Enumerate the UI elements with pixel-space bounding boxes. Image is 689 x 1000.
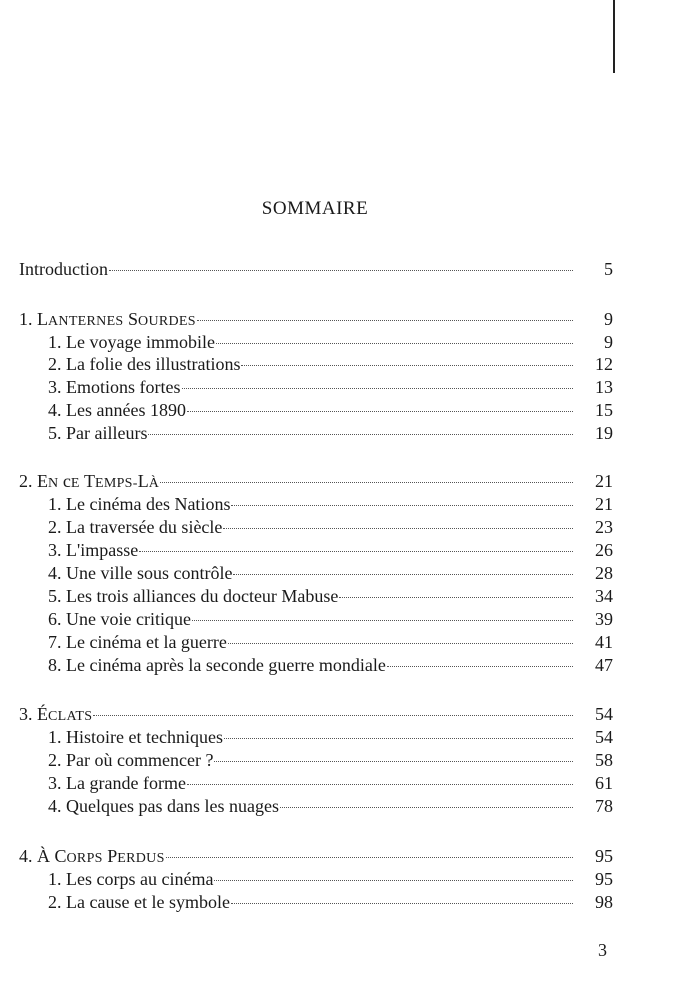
toc-page-number: 21: [595, 471, 613, 491]
toc-page-number: 41: [595, 632, 613, 652]
toc-entry-number: 1.: [48, 869, 66, 889]
dot-leader: [192, 620, 573, 621]
toc-chapter-entry: [19, 258, 613, 280]
toc-page-number: 5: [604, 259, 613, 279]
toc-entry-label: L'impasse: [66, 540, 139, 560]
toc-entry-title: [48, 631, 227, 653]
toc-page-number: 23: [595, 517, 613, 537]
toc-entry-title: [48, 493, 230, 515]
toc-entry-label: Le cinéma des Nations: [66, 494, 231, 514]
toc-entry-label: Les années 1890: [66, 400, 186, 420]
toc-entry-number: 2.: [48, 892, 66, 912]
toc-section-entry: [48, 654, 613, 676]
toc-section-entry: [48, 631, 613, 653]
dot-leader: [166, 857, 573, 858]
toc-entry-number: 3.: [48, 377, 66, 397]
toc-entry-number: 4.: [19, 846, 37, 866]
toc-entry-title: [48, 516, 222, 538]
toc-section-entry: [48, 539, 613, 561]
toc-entry-number: 2.: [48, 517, 66, 537]
toc-entry-title: [19, 703, 92, 728]
toc-entry-number: 4.: [48, 400, 66, 420]
dot-leader: [182, 388, 574, 389]
toc-section-entry: [48, 868, 613, 890]
toc-entry-label: Par ailleurs: [66, 423, 148, 443]
toc-page-number: 21: [595, 494, 613, 514]
dot-leader: [216, 343, 573, 344]
toc-page-number: 95: [595, 846, 613, 866]
toc-entry-title: [48, 891, 230, 913]
toc-section-entry: [48, 493, 613, 515]
dot-leader: [214, 761, 573, 762]
toc-entry-label: Quelques pas dans les nuages: [66, 796, 279, 816]
toc-page-number: 78: [595, 796, 613, 816]
toc-page-number: 54: [595, 727, 613, 747]
toc-section-entry: [48, 562, 613, 584]
dot-leader: [241, 365, 573, 366]
toc-chapter-entry: [19, 845, 613, 870]
toc-entry-title: [48, 726, 223, 748]
toc-entry-title: [48, 795, 279, 817]
toc-entry-title: [19, 470, 159, 495]
dot-leader: [148, 434, 573, 435]
dot-leader: [223, 528, 573, 529]
toc-entry-number: 2.: [48, 750, 66, 770]
toc-section-entry: [48, 891, 613, 913]
toc-entry-label: À CORPS PERDUS: [37, 846, 165, 866]
page-title: SOMMAIRE: [261, 198, 369, 219]
toc-chapter-entry: [19, 470, 613, 495]
toc-entry-label: Le cinéma et la guerre: [66, 632, 227, 652]
toc-entry-title: [19, 308, 196, 333]
toc-entry-title: [48, 399, 186, 421]
toc-entry-label: Par où commencer ?: [66, 750, 214, 770]
toc-entry-title: [48, 749, 213, 771]
toc-section-entry: [48, 331, 613, 353]
toc-section-entry: [48, 516, 613, 538]
page-number: 3: [598, 940, 607, 960]
toc-entry-number: 1.: [48, 727, 66, 747]
toc-chapter-entry: [19, 703, 613, 728]
toc-entry-title: [48, 353, 240, 375]
dot-leader: [93, 715, 573, 716]
dot-leader: [109, 270, 573, 271]
toc-section-entry: [48, 772, 613, 794]
dot-leader: [197, 320, 573, 321]
toc-entry-label: Emotions fortes: [66, 377, 181, 397]
toc-entry-label: ÉCLATS: [37, 704, 93, 724]
toc-entry-number: 1.: [48, 332, 66, 352]
toc-entry-number: 3.: [48, 773, 66, 793]
dot-leader: [214, 880, 573, 881]
toc-entry-number: 5.: [48, 586, 66, 606]
toc-entry-title: [48, 422, 147, 444]
toc-section-entry: [48, 608, 613, 630]
toc-entry-number: 2.: [19, 471, 37, 491]
dot-leader: [387, 666, 573, 667]
toc-entry-number: 8.: [48, 655, 66, 675]
toc-page-number: 28: [595, 563, 613, 583]
toc-entry-number: 4.: [48, 796, 66, 816]
toc-entry-title: [48, 539, 138, 561]
toc-entry-label: Une ville sous contrôle: [66, 563, 233, 583]
toc-entry-number: 7.: [48, 632, 66, 652]
toc-entry-label: Le voyage immobile: [66, 332, 215, 352]
toc-chapter-entry: [19, 308, 613, 333]
toc-page-number: 12: [595, 354, 613, 374]
toc-entry-label: Les trois alliances du docteur Mabuse: [66, 586, 339, 606]
toc-entry-label: La traversée du siècle: [66, 517, 223, 537]
dot-leader: [139, 551, 573, 552]
toc-page-number: 54: [595, 704, 613, 724]
toc-entry-title: [48, 654, 386, 676]
dot-leader: [233, 574, 573, 575]
toc-page-number: 98: [595, 892, 613, 912]
toc-entry-number: 3.: [48, 540, 66, 560]
toc-entry-number: 1.: [48, 494, 66, 514]
toc-entry-label: LANTERNES SOURDES: [37, 309, 196, 329]
dot-leader: [231, 903, 573, 904]
toc-entry-label: EN cE TEMPS-LÀ: [37, 471, 160, 491]
toc-entry-number: 6.: [48, 609, 66, 629]
page-edge-line: [613, 0, 615, 73]
toc-page-number: 34: [595, 586, 613, 606]
toc-entry-label: La grande forme: [66, 773, 186, 793]
dot-leader: [339, 597, 573, 598]
toc-entry-label: La cause et le symbole: [66, 892, 230, 912]
dot-leader: [228, 643, 573, 644]
toc-page-number: 58: [595, 750, 613, 770]
toc-page-number: 9: [604, 332, 613, 352]
toc-entry-number: 3.: [19, 704, 37, 724]
toc-entry-number: 5.: [48, 423, 66, 443]
toc-entry-title: [19, 258, 108, 280]
toc-entry-label: Une voie critique: [66, 609, 191, 629]
toc-page-number: 47: [595, 655, 613, 675]
toc-entry-title: [48, 376, 181, 398]
toc-entry-title: [19, 845, 165, 870]
dot-leader: [231, 505, 573, 506]
toc-entry-title: [48, 608, 191, 630]
toc-section-entry: [48, 795, 613, 817]
toc-page-number: 39: [595, 609, 613, 629]
toc-entry-title: [48, 585, 338, 607]
toc-page-number: 9: [604, 309, 613, 329]
toc-entry-number: 2.: [48, 354, 66, 374]
toc-entry-label: Les corps au cinéma: [66, 869, 214, 889]
toc-entry-label: La folie des illustrations: [66, 354, 241, 374]
toc-section-entry: [48, 353, 613, 375]
toc-section-entry: [48, 585, 613, 607]
toc-entry-number: 1.: [19, 309, 37, 329]
toc-section-entry: [48, 376, 613, 398]
toc-section-entry: [48, 749, 613, 771]
toc-page-number: 61: [595, 773, 613, 793]
toc-page-number: 95: [595, 869, 613, 889]
dot-leader: [224, 738, 573, 739]
toc-entry-label: Le cinéma après la seconde guerre mondiale: [66, 655, 386, 675]
dot-leader: [280, 807, 573, 808]
toc-entry-title: [48, 868, 213, 890]
toc-page-number: 19: [595, 423, 613, 443]
dot-leader: [187, 411, 573, 412]
toc-page-number: 15: [595, 400, 613, 420]
toc-page-number: 26: [595, 540, 613, 560]
toc-section-entry: [48, 399, 613, 421]
toc-entry-number: 4.: [48, 563, 66, 583]
toc-page-number: 13: [595, 377, 613, 397]
toc-section-entry: [48, 726, 613, 748]
toc-entry-title: [48, 331, 215, 353]
toc-entry-title: [48, 562, 232, 584]
toc-entry-label: Histoire et techniques: [66, 727, 223, 747]
dot-leader: [160, 482, 573, 483]
toc-entry-label: Introduction: [19, 259, 108, 279]
toc-section-entry: [48, 422, 613, 444]
dot-leader: [187, 784, 573, 785]
toc-entry-title: [48, 772, 186, 794]
